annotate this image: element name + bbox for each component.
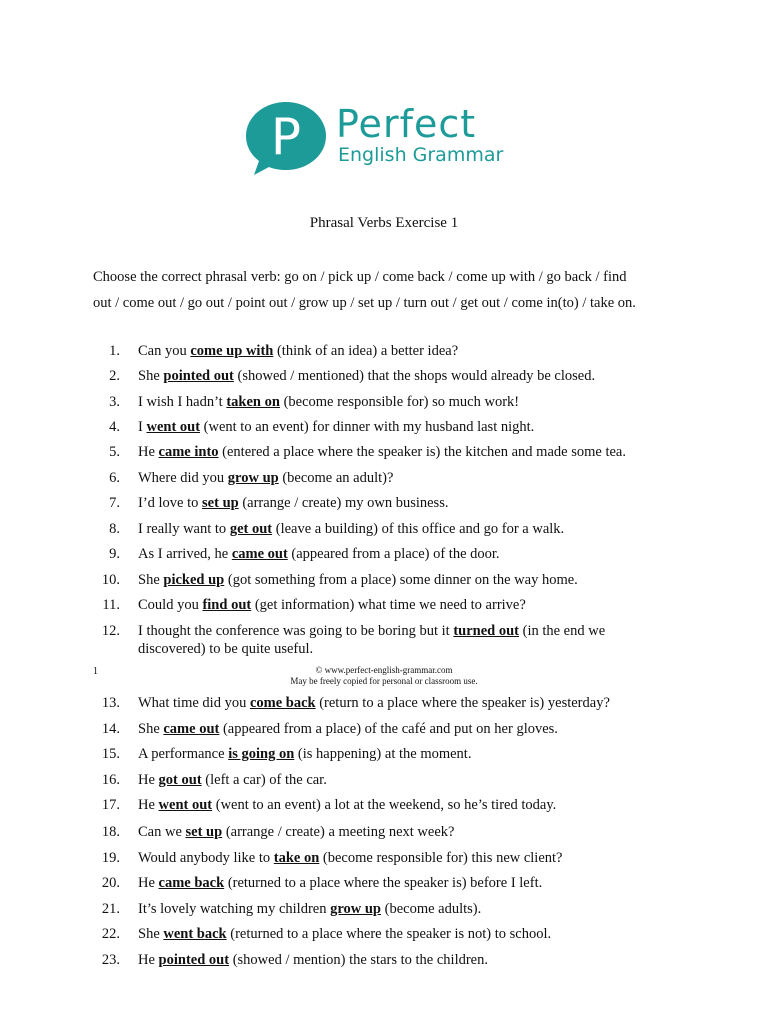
exercise-sentence (138, 393, 668, 411)
exercise-sentence (138, 900, 668, 918)
phrasal-verb-answer: went out (146, 419, 201, 435)
logo (244, 100, 534, 180)
exercise-sentence (138, 874, 668, 892)
exercise-number: 3. (109, 394, 120, 410)
phrasal-verb-answer: got out (158, 772, 202, 788)
sentence-end: (arrange / create) my own business. (238, 495, 449, 511)
exercise-number: 20. (101, 875, 120, 891)
sentence-end: (entered a place where the speaker is) the kitchen and made some tea. (218, 444, 626, 460)
exercise-sentence (138, 342, 668, 360)
sentence-end: (get information) what time we need to arrive? (251, 597, 526, 613)
exercise-number: 8. (109, 521, 120, 537)
sentence-start: A performance (138, 746, 229, 762)
exercise-sentence (138, 823, 668, 841)
exercise-sentence (138, 469, 668, 487)
exercise-number: 4. (109, 419, 120, 435)
sentence-start: Where did you (138, 470, 228, 486)
phrasal-verb-answer: pointed out (163, 368, 234, 384)
sentence-end: (showed / mentioned) that the shops would already be closed. (233, 368, 596, 384)
phrasal-verb-answer: grow up (330, 901, 381, 917)
sentence-start: He (138, 875, 159, 891)
phrasal-verb-answer: is going on (228, 746, 295, 762)
sentence-end: (got something from a place) some dinner on the way home. (224, 572, 578, 588)
sentence-start: He (138, 952, 159, 968)
instructions (93, 264, 683, 316)
logo-word-english-grammar: English Grammar (338, 144, 504, 166)
sentence-end: (think of an idea) a better idea? (273, 343, 459, 359)
sentence-start: I wish I hadn’t (138, 394, 227, 410)
exercise-number: 2. (109, 368, 120, 384)
sentence-start: He (138, 444, 159, 460)
exercise-sentence (138, 622, 668, 658)
sentence-end: (become responsible for) this new client? (319, 850, 563, 866)
sentence-start: Could you (138, 597, 203, 613)
phrasal-verb-answer: went back (163, 926, 227, 942)
phrasal-verb-answer: picked up (163, 572, 225, 588)
sentence-end: (return to a place where the speaker is) yesterday? (315, 695, 610, 711)
exercise-number: 22. (101, 926, 120, 942)
exercise-sentence (138, 951, 668, 969)
sentence-start: I’d love to (138, 495, 203, 511)
sentence-end: (went to an event) a lot at the weekend, so he’s tired today. (212, 797, 557, 813)
phrasal-verb-answer: taken on (226, 394, 280, 410)
exercise-number: 5. (109, 444, 120, 460)
sentence-end: (become an adult)? (278, 470, 394, 486)
sentence-end: (appeared from a place) of the café and put on her gloves. (219, 721, 558, 737)
exercise-number: 13. (101, 695, 120, 711)
sentence-start: She (138, 926, 164, 942)
exercise-number: 16. (101, 772, 120, 788)
exercise-sentence (138, 545, 668, 563)
phrasal-verb-answer: set up (185, 824, 223, 840)
sentence-end: (returned to a place where the speaker is not) to school. (226, 926, 552, 942)
exercise-number: 6. (109, 470, 120, 486)
exercise-number: 1. (109, 343, 120, 359)
phrasal-verb-answer: went out (158, 797, 213, 813)
sentence-end: (leave a building) of this office and go for a walk. (272, 521, 565, 537)
exercise-number: 21. (101, 901, 120, 917)
exercise-sentence (138, 745, 668, 763)
sentence-start: What time did you (138, 695, 250, 711)
phrasal-verb-answer: find out (202, 597, 252, 613)
exercise-sentence (138, 367, 668, 385)
phrasal-verb-answer: grow up (227, 470, 279, 486)
sentence-start: She (138, 368, 164, 384)
footer-copyright: © www.perfect-english-grammar.com (315, 665, 453, 675)
sentence-start: She (138, 721, 164, 737)
exercise-number: 10. (101, 572, 120, 588)
exercise-sentence (138, 494, 668, 512)
phrasal-verb-answer: came back (158, 875, 225, 891)
instructions-line-2: out / come out / go out / point out / grow up / set up / turn out / get out / come in(to) / take on. (93, 295, 636, 311)
exercise-sentence (138, 849, 668, 867)
exercise-number: 14. (101, 721, 120, 737)
sentence-end: (is happening) at the moment. (294, 746, 472, 762)
exercise-sentence (138, 520, 668, 538)
sentence-end: (returned to a place where the speaker is) before I left. (224, 875, 543, 891)
exercise-sentence (138, 720, 668, 738)
sentence-start: He (138, 797, 159, 813)
sentence-end: (become adults). (381, 901, 482, 917)
footer (0, 665, 768, 687)
sentence-end: (showed / mention) the stars to the children. (229, 952, 488, 968)
exercise-sentence (138, 596, 668, 614)
exercise-number: 19. (101, 850, 120, 866)
sentence-start: I really want to (138, 521, 230, 537)
phrasal-verb-answer: come back (249, 695, 316, 711)
exercise-number: 17. (101, 797, 120, 813)
sentence-end: (become responsible for) so much work! (279, 394, 520, 410)
exercise-number: 9. (109, 546, 120, 562)
footer-note: May be freely copied for personal or classroom use. (290, 676, 478, 686)
sentence-start: Can we (138, 824, 186, 840)
phrasal-verb-answer: turned out (453, 623, 519, 639)
speech-bubble-p-logo-icon (244, 100, 328, 176)
phrasal-verb-answer: take on (273, 850, 320, 866)
page-number: 1 (93, 666, 98, 677)
instructions-line-1: Choose the correct phrasal verb: go on / pick up / come back / come up with / go back / find (93, 269, 627, 285)
exercise-sentence (138, 571, 668, 589)
sentence-start: He (138, 772, 159, 788)
sentence-start: Would anybody like to (138, 850, 274, 866)
exercise-number: 12. (101, 623, 120, 639)
phrasal-verb-answer: set up (202, 495, 239, 511)
phrasal-verb-answer: pointed out (158, 952, 230, 968)
exercise-number: 23. (101, 952, 120, 968)
sentence-end: (left a car) of the car. (201, 772, 327, 788)
exercise-sentence (138, 925, 668, 943)
logo-letter: P (270, 108, 302, 166)
sentence-end: (appeared from a place) of the door. (287, 546, 500, 562)
exercise-sentence (138, 694, 668, 712)
sentence-start: I thought the conference was going to be boring but it (138, 623, 454, 639)
sentence-start: Can you (138, 343, 191, 359)
sentence-start: She (138, 572, 164, 588)
logo-word-perfect: Perfect (336, 102, 477, 146)
sentence-start: I (138, 419, 147, 435)
phrasal-verb-answer: came out (231, 546, 288, 562)
exercise-number: 11. (102, 597, 120, 613)
exercise-number: 7. (109, 495, 120, 511)
phrasal-verb-answer: get out (229, 521, 273, 537)
page-title: Phrasal Verbs Exercise 1 (309, 215, 459, 231)
exercise-number: 15. (101, 746, 120, 762)
sentence-start: As I arrived, he (138, 546, 232, 562)
sentence-end: (in the end we discovered) to be quite useful. (138, 623, 606, 657)
exercise-number: 18. (101, 824, 120, 840)
exercise-sentence (138, 443, 668, 461)
exercise-sentence (138, 796, 668, 814)
sentence-end: (went to an event) for dinner with my husband last night. (200, 419, 535, 435)
sentence-end: (arrange / create) a meeting next week? (222, 824, 455, 840)
phrasal-verb-answer: came out (163, 721, 220, 737)
exercise-sentence (138, 771, 668, 789)
exercise-sentence (138, 418, 668, 436)
phrasal-verb-answer: come up with (190, 343, 274, 359)
phrasal-verb-answer: came into (158, 444, 219, 460)
sentence-start: It’s lovely watching my children (138, 901, 331, 917)
